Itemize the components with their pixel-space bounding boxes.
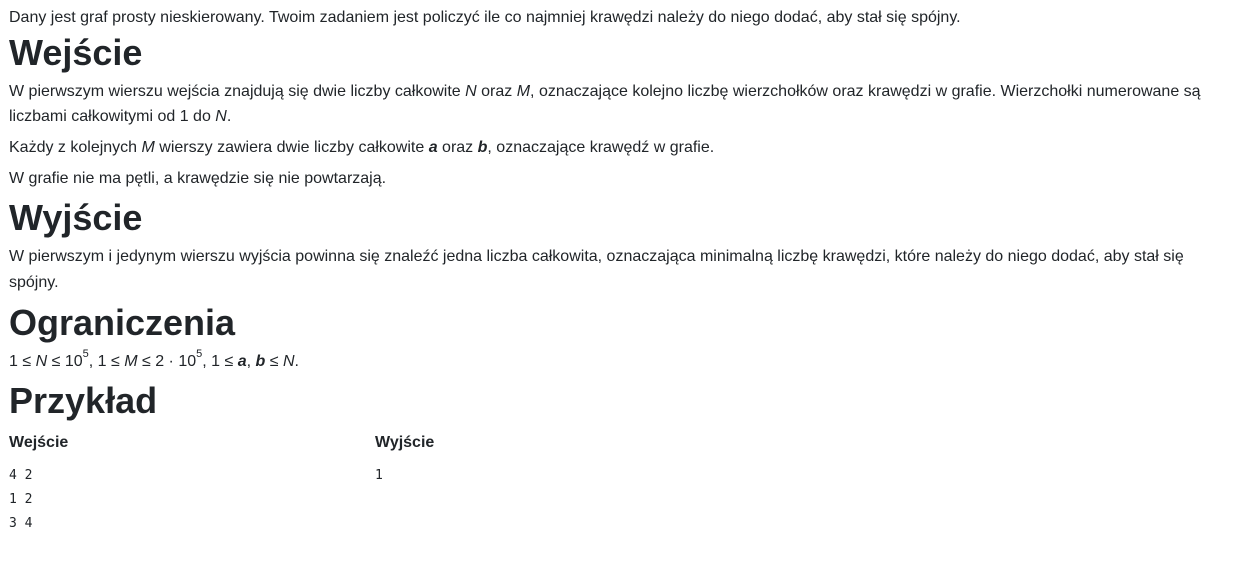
example-table	[9, 431, 1225, 536]
constraints-text: $1 \le N \le 10^5$, $1 \le M \le 2 \cdot 10^5$, 1 ≤ a, b ≤ N.	[9, 347, 299, 370]
output-paragraph: W pierwszym i jedynym wierszu wyjścia powinna się znaleźć jedna liczba całkowita, oznaczająca minimalną liczbę krawędzi, które należy do niego dodać, aby stał się spójny.	[9, 248, 1184, 291]
example-input-column	[9, 431, 375, 536]
output-heading: Wyjście	[9, 197, 143, 239]
constraints-heading: Ograniczenia	[9, 301, 236, 343]
example-heading: Przykład	[9, 380, 158, 422]
input-paragraph-1: W pierwszym wierszu wejścia znajdują się dwie liczby całkowite N oraz M, oznaczające kolejno liczbę wierzchołków oraz krawędzi w grafie. Wierzchołki numerowane są liczbami całkowitymi od 1 do N.	[9, 82, 1201, 126]
var-m: M	[516, 82, 531, 100]
var-n: N	[465, 82, 477, 100]
input-heading: Wejście	[9, 31, 143, 73]
var-a: a	[428, 138, 438, 156]
var-b: b	[477, 138, 488, 156]
intro-text: Dany jest graf prosty nieskierowany. Twoim zadaniem jest policzyć ile co najmniej krawędzi należy do niego dodać, aby stał się spójny.	[9, 9, 961, 26]
example-output-label: Wyjście	[375, 433, 435, 451]
example-input-label: Wejście	[9, 433, 69, 451]
var-n: N	[215, 108, 227, 126]
example-input-code: 4 2 1 2 3 4	[9, 467, 33, 531]
example-output-column	[375, 431, 741, 536]
example-output-code: 1	[375, 467, 383, 483]
var-m: M	[141, 138, 155, 156]
input-paragraph-3: W grafie nie ma pętli, a krawędzie się nie powtarzają.	[9, 169, 387, 187]
input-paragraph-2: Każdy z kolejnych M wierszy zawiera dwie liczby całkowite a oraz b, oznaczające krawędź w grafie.	[9, 138, 715, 156]
